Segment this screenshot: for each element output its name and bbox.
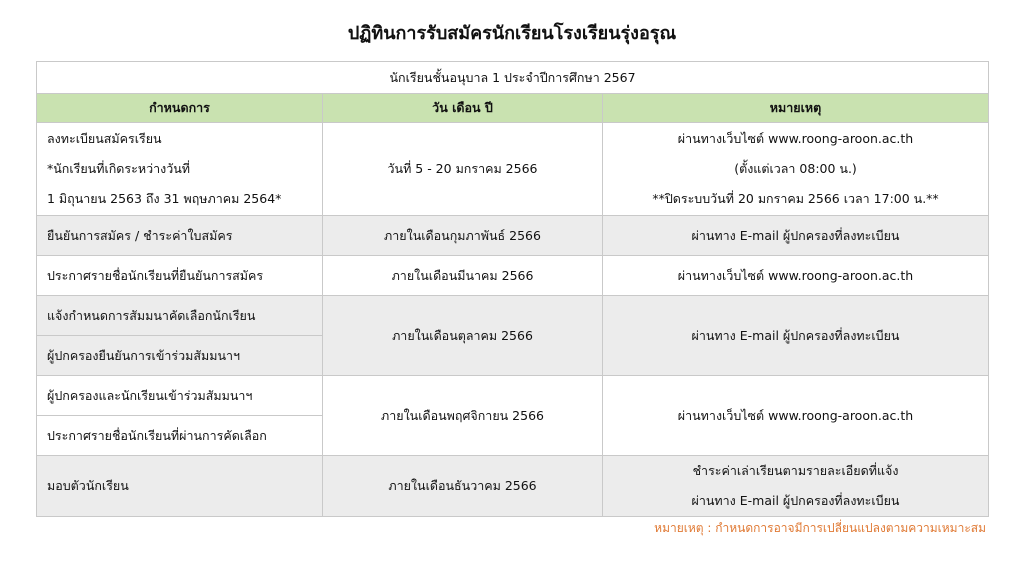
note-cell: ผ่านทาง E-mail ผู้ปกครองที่ลงทะเบียน	[603, 296, 989, 376]
table-row	[37, 456, 989, 517]
schedule-cell	[37, 123, 323, 216]
note-cell: ผ่านทางเว็บไซต์ www.roong-aroon.ac.th	[603, 376, 989, 456]
date-cell: ภายในเดือนกุมภาพันธ์ 2566	[323, 216, 603, 256]
header-schedule: กำหนดการ	[37, 94, 323, 123]
table-header-row	[37, 94, 989, 123]
header-note: หมายเหตุ	[603, 94, 989, 123]
note-cell: ผ่านทางเว็บไซต์ www.roong-aroon.ac.th	[603, 256, 989, 296]
schedule-cell: ประกาศรายชื่อนักเรียนที่ผ่านการคัดเลือก	[37, 416, 323, 456]
note-cell	[603, 456, 989, 517]
note-text: ชำระค่าเล่าเรียนตามรายละเอียดที่แจ้ง	[692, 463, 899, 478]
date-cell: ภายในเดือนพฤศจิกายน 2566	[323, 376, 603, 456]
note-text: ผ่านทาง E-mail ผู้ปกครองที่ลงทะเบียน	[691, 493, 900, 508]
note-text: (ตั้งแต่เวลา 08:00 น.)	[734, 161, 857, 176]
schedule-cell: ประกาศรายชื่อนักเรียนที่ยืนยันการสมัคร	[37, 256, 323, 296]
schedule-cell: ยืนยันการสมัคร / ชำระค่าใบสมัคร	[37, 216, 323, 256]
table-row	[37, 123, 989, 216]
table-row	[37, 216, 989, 256]
table-row	[37, 376, 989, 416]
page-title: ปฏิทินการรับสมัครนักเรียนโรงเรียนรุ่งอรุณ	[347, 23, 677, 44]
note-cell: ผ่านทาง E-mail ผู้ปกครองที่ลงทะเบียน	[603, 216, 989, 256]
schedule-cell: แจ้งกำหนดการสัมมนาคัดเลือกนักเรียน	[37, 296, 323, 336]
header-date: วัน เดือน ปี	[323, 94, 603, 123]
table-caption: นักเรียนชั้นอนุบาล 1 ประจำปีการศึกษา 2567	[37, 62, 989, 94]
note-text: **ปิดระบบวันที่ 20 มกราคม 2566 เวลา 17:00 น.**	[652, 191, 939, 206]
schedule-cell: ผู้ปกครองยืนยันการเข้าร่วมสัมมนาฯ	[37, 336, 323, 376]
schedule-cell: มอบตัวนักเรียน	[37, 456, 323, 517]
date-cell: ภายในเดือนตุลาคม 2566	[323, 296, 603, 376]
table-row	[37, 256, 989, 296]
date-cell: ภายในเดือนมีนาคม 2566	[323, 256, 603, 296]
date-cell: ภายในเดือนธันวาคม 2566	[323, 456, 603, 517]
schedule-text: *นักเรียนที่เกิดระหว่างวันที่	[47, 161, 191, 176]
table-row	[37, 296, 989, 336]
schedule-table	[36, 61, 989, 517]
table-caption-row	[37, 62, 989, 94]
schedule-text: 1 มิถุนายน 2563 ถึง 31 พฤษภาคม 2564*	[47, 191, 282, 206]
note-cell	[603, 123, 989, 216]
schedule-cell: ผู้ปกครองและนักเรียนเข้าร่วมสัมมนาฯ	[37, 376, 323, 416]
date-cell: วันที่ 5 - 20 มกราคม 2566	[323, 123, 603, 216]
schedule-text: ลงทะเบียนสมัครเรียน	[47, 131, 162, 146]
note-text: ผ่านทางเว็บไซต์ www.roong-aroon.ac.th	[677, 131, 914, 146]
footnote: หมายเหตุ : กำหนดการอาจมีการเปลี่ยนแปลงตามความเหมาะสม	[654, 521, 986, 535]
